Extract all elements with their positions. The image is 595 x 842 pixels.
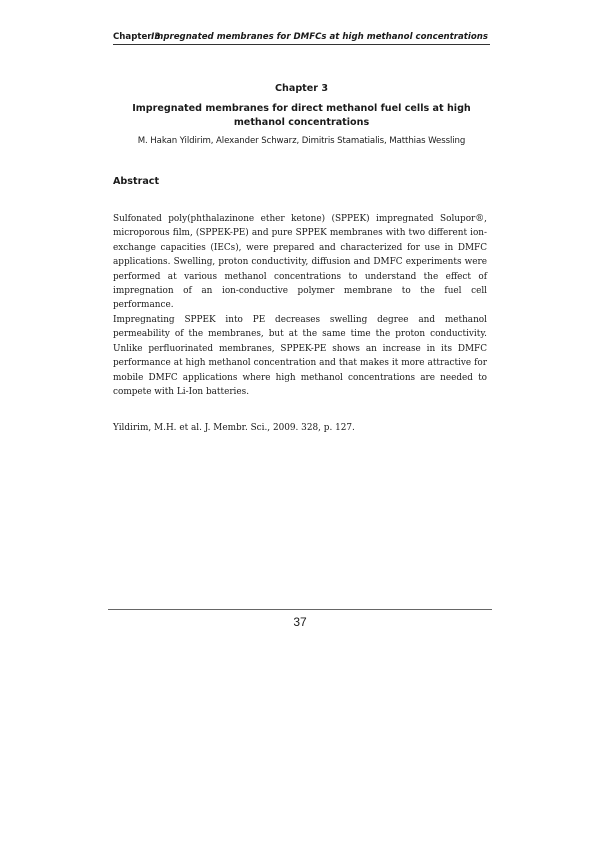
abstract-paragraph: Sulfonated poly(phthalazinone ether ketone) (SPPEK) impregnated Solupor®, microporous film, (SPPEK-PE) and pure SPPEK membranes with two different ion-exchange capacities (IECs), were prepared and characterized for use in DMFC applications. Swelling, proton conductivity, diffusion and DMFC experiments were performed at various methanol concentrations to understand the effect of impregnation of an ion-conductive polymer membrane to the fuel cell performance. — [113, 214, 487, 311]
author-list: M. Hakan Yildirim, Alexander Schwarz, Dimitris Stamatialis, Matthias Wessling — [137, 136, 466, 146]
running-header — [113, 30, 490, 45]
abstract-heading: Abstract — [113, 176, 160, 187]
paper-title: Impregnated membranes for direct methanol fuel cells at high methanol concentrations — [132, 103, 471, 128]
page-number: 37 — [293, 615, 307, 629]
footer-divider — [108, 609, 492, 610]
header-running-title: Impregnated membranes for DMFCs at high methanol concentrations — [151, 32, 488, 42]
citation: Yildirim, M.H. et al. J. Membr. Sci., 2009. 328, p. 127. — [113, 423, 355, 433]
chapter-heading: Chapter 3 — [274, 83, 329, 94]
header-chapter-label: Chapter 3 — [113, 32, 161, 42]
abstract-paragraph: Impregnating SPPEK into PE decreases swelling degree and methanol permeability of the membranes, but at the same time the proton conductivity. Unlike perfluorinated membranes, SPPEK-PE shows an increase in its DMFC performance at high methanol concentration and that makes it more attractive for mobile DMFC applications where high methanol concentrations are needed to compete with Li-Ion batteries. — [113, 315, 487, 398]
